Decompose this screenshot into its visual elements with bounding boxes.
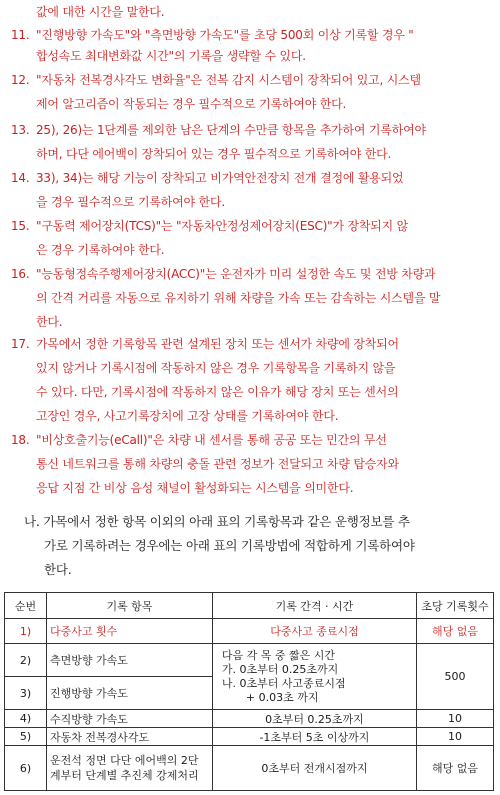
note-line: "능동형정속주행제어장치(ACC)"는 운전자가 미리 설정한 속도 및 전방 차량과 [36, 267, 436, 281]
header-item: 기록 항목 [47, 593, 213, 619]
row-no: 4) [5, 710, 47, 728]
row-no: 5) [5, 728, 47, 746]
note-line: 값에 대한 시간을 말한다. [36, 5, 165, 19]
section-line: 한다. [44, 562, 72, 577]
row-no: 6) [5, 746, 47, 791]
note-number: 16. [11, 267, 30, 281]
note-number: 12. [11, 73, 30, 87]
note-line: 응답 지점 간 비상 음성 채널이 활성화되는 시스템을 의미한다. [36, 481, 354, 495]
note-line: "진행방향 가속도"와 "측면방향 가속도"를 초당 500회 이상 기록할 경우 " [36, 28, 414, 42]
note-line: 있지 않거나 기록시점에 작동하지 않은 경우 기록항목을 기록하지 않을 [36, 361, 396, 375]
interval-line: 다음 각 목 중 짧은 시간 [221, 648, 336, 662]
header-interval: 기록 간격 · 시간 [212, 593, 416, 619]
note-line: 제어 알고리즘이 작동되는 경우 필수적으로 기록하여야 한다. [36, 97, 347, 111]
note-line: 25), 26)는 1단계를 제외한 남은 단계의 수만큼 항목을 추가하여 기록하여야 [36, 123, 426, 137]
note-line: 33), 34)는 해당 기능이 장착되고 비가역안전장치 전개 결정에 활용되었 [36, 171, 404, 185]
section-line: 나. 가목에서 정한 항목 이외의 아래 표의 기록항목과 같은 운행정보를 추 [24, 514, 410, 529]
note-line: "자동차 전복경사각도 변화율"은 전복 감지 시스템이 장착되어 있고, 시스템 [36, 73, 421, 87]
row-interval: 0초부터 전개시점까지 [212, 746, 416, 791]
note-number: 13. [11, 123, 30, 137]
row-interval: 0초부터 0.25초까지 [212, 710, 416, 728]
note-number: 18. [11, 433, 30, 447]
record-table [4, 592, 494, 791]
row-item: 운전석 정면 다단 에어백의 2단계부터 단계별 추진체 강제처리 [47, 746, 213, 791]
note-number: 15. [11, 219, 30, 233]
note-number: 17. [11, 337, 30, 351]
header-no: 순번 [5, 593, 47, 619]
row-interval: -1초부터 5초 이상까지 [212, 728, 416, 746]
row-no: 2) [5, 644, 47, 677]
note-line: 고장인 경우, 사고기록장치에 고장 상태를 기록하여야 한다. [36, 409, 339, 423]
row-no: 1) [5, 619, 47, 644]
interval-line: 가. 0초부터 0.25초까지 [221, 662, 339, 676]
note-number: 11. [11, 28, 30, 42]
note-line: 을 경우 필수적으로 기록하여야 한다. [36, 195, 225, 209]
row-count: 10 [417, 710, 494, 728]
row-no: 3) [5, 677, 47, 710]
note-line: 의 간격 거리를 자동으로 유지하기 위해 차량을 가속 또는 감속하는 시스템을 말 [36, 291, 441, 305]
note-line: "비상호출기능(eCall)"은 차량 내 센서를 통해 공공 또는 민간의 무선 [36, 433, 387, 447]
interval-line: + 0.03초 까지 [245, 690, 319, 704]
note-line: 가목에서 정한 기록항목 관련 설계된 장치 또는 센서가 차량에 장착되어 [36, 337, 399, 351]
table-row [5, 644, 494, 677]
table-row [5, 728, 494, 746]
row-count: 해당 없음 [417, 746, 494, 791]
table-header-row [5, 593, 494, 619]
table-row [5, 746, 494, 791]
row-item: 다중사고 횟수 [47, 619, 213, 644]
row-item: 수직방향 가속도 [47, 710, 213, 728]
row-item: 자동차 전복경사각도 [47, 728, 213, 746]
row-count-merged: 500 [417, 644, 494, 710]
table-row [5, 619, 494, 644]
note-line: 합성속도 최대변화값 시간"의 기록을 생략할 수 있다. [36, 49, 306, 63]
row-interval-merged [212, 644, 416, 710]
row-item: 측면방향 가속도 [47, 644, 213, 677]
interval-line: 나. 0초부터 사고종료시점 [221, 676, 346, 690]
row-item: 진행방향 가속도 [47, 677, 213, 710]
note-line: 통신 네트워크를 통해 차량의 충돌 관련 정보가 전달되고 차량 탑승자와 [36, 457, 399, 471]
table-row [5, 710, 494, 728]
row-count: 10 [417, 728, 494, 746]
section-line: 가로 기록하려는 경우에는 아래 표의 기록방법에 적합하게 기록하여야 [44, 538, 415, 553]
note-line: 하며, 다단 에어백이 장착되어 있는 경우 필수적으로 기록하여야 한다. [36, 147, 392, 161]
header-count: 초당 기록횟수 [417, 593, 494, 619]
note-number: 14. [11, 171, 30, 185]
note-line: 수 있다. 다만, 기록시점에 작동하지 않은 이유가 해당 장치 또는 센서의 [36, 385, 399, 399]
note-line: 은 경우 기록하여야 한다. [36, 243, 165, 257]
note-line: 한다. [36, 315, 63, 329]
row-interval: 다중사고 종료시점 [212, 619, 416, 644]
row-count: 해당 없음 [417, 619, 494, 644]
note-line: "구동력 제어장치(TCS)"는 "자동차안정성제어장치(ESC)"가 장착되지 않 [36, 219, 409, 233]
